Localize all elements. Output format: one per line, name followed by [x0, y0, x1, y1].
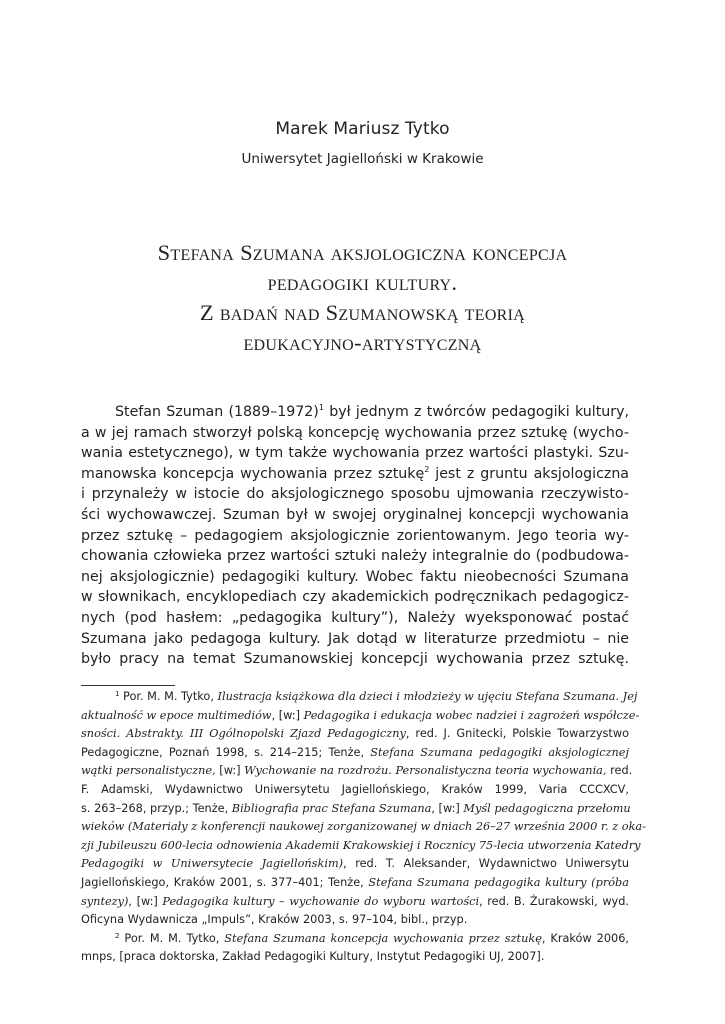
- body-line: było pracy na temat Szumanowskiej koncepcji wychowania przez sztukę.: [81, 651, 629, 668]
- title-line: Z badań nad Szumanowską teorią: [199, 300, 526, 325]
- article-title: [100, 238, 625, 358]
- body-line: ści wychowawczej. Szuman był w swojej oryginalnej koncepcji wychowania: [81, 506, 629, 523]
- title-line: pedagogiki kultury.: [267, 270, 458, 295]
- title-line: edukacyjno-artystyczną: [243, 330, 482, 355]
- body-line: nej aksjologicznie) pedagogiki kultury. Wobec faktu nieobecności Szumana: [81, 568, 629, 585]
- footnote-separator: [81, 685, 175, 686]
- body-line: Stefan Szuman (1889–1972)$^1$ był jednym z twórców pedagogiki kultury,: [115, 403, 629, 420]
- footnote-line: Pedagogiki w Uniwersytecie Jagiellońskim), red. T. Aleksander, Wydawnictwo Uniwersytu: [81, 857, 629, 871]
- footnote-line: $^1$ Por. M. M. Tytko, Ilustracja książkowa dla dzieci i młodzieży w ujęciu Stefana Szumana. Jej: [115, 690, 638, 703]
- footnotes: [81, 688, 646, 967]
- footnote-ref-2[interactable]: 2: [424, 464, 430, 474]
- author-name: Marek Mariusz Tytko: [275, 119, 450, 139]
- body-line: chowania człowieka przez wartości sztuki należy integralnie do (podbudowa-: [81, 548, 629, 565]
- footnote-line: F. Adamski, Wydawnictwo Uniwersytetu Jagiellońskiego, Kraków 1999, Varia CCCXCV,: [81, 782, 629, 796]
- footnote-line: sności. Abstrakty. III Ogólnopolski Zjazd Pedagogiczny, red. J. Gnitecki, Polskie Towarzystwo: [81, 727, 630, 741]
- footnote-mark-1: 1: [115, 690, 120, 698]
- footnote-2: [81, 930, 629, 967]
- footnote-line: aktualność w epoce multimediów, [w:] Pedagogika i edukacja wobec nadziei i zagrożeń współcze-: [81, 708, 640, 722]
- body-line: wania estetycznego), w tym także wychowania przez wartości plastyki. Szu-: [81, 445, 629, 462]
- body-line: i przynależy w istocie do aksjologicznego sposobu ujmowania rzeczywisto-: [81, 486, 629, 503]
- body-line: a w jej ramach stworzył polską koncepcję wychowania przez sztukę (wycho-: [81, 424, 629, 441]
- footnote-ref-1[interactable]: 1: [318, 403, 324, 412]
- footnote-line: mnps, [praca doktorska, Zakład Pedagogiki Kultury, Instytut Pedagogiki UJ, 2007].: [81, 950, 545, 964]
- footnote-1: [81, 688, 646, 930]
- footnote-line: zji Jubileuszu 600-lecia odnowienia Akademii Krakowskiej i Rocznicy 75-lecia utworzenia Katedry: [81, 838, 641, 852]
- body-line: przez sztukę – pedagogiem aksjologicznie zorientowanym. Jego teoria wy-: [81, 527, 629, 544]
- author-affiliation: Uniwersytet Jagielloński w Krakowie: [241, 151, 484, 167]
- footnote-mark-2: 2: [115, 931, 120, 940]
- footnote-line: syntezy), [w:] Pedagogika kultury – wychowanie do wyboru wartości, red. B. Żurakowski, wyd.: [81, 894, 629, 908]
- footnote-line: Oficyna Wydawnicza „Impuls”, Kraków 2003, s. 97–104, bibl., przyp.: [81, 913, 468, 927]
- body-line: nych (pod hasłem: „pedagogika kultury”), Należy wyeksponować postać: [81, 609, 629, 626]
- footnote-line: s. 263–268, przyp.; Tenże, Bibliografia prac Stefana Szumana, [w:] Myśl pedagogiczna przełomu: [81, 801, 631, 815]
- body-line: manowska koncepcja wychowania przez sztukę$^2$ jest z gruntu aksjologiczna: [81, 464, 630, 482]
- body-paragraph: [81, 402, 629, 670]
- body-line: w słownikach, encyklopediach czy akademickich podręcznikach pedagogicz-: [81, 589, 629, 606]
- footnote-line: Pedagogiczne, Poznań 1998, s. 214–215; Tenże, Stefana Szumana pedagogiki aksjologicznej: [81, 745, 629, 759]
- title-line: Stefana Szumana aksjologiczna koncepcja: [157, 240, 568, 265]
- footnote-line: Jagiellońskiego, Kraków 2001, s. 377–401; Tenże, Stefana Szumana pedagogika kultury (próba: [81, 875, 629, 889]
- footnote-line: wątki personalistyczne, [w:] Wychowanie na rozdrożu. Personalistyczna teoria wychowania, red.: [81, 764, 633, 778]
- footnote-line: wieków (Materiały z konferencji naukowej zorganizowanej w dniach 26–27 września 2000 r. z oka-: [81, 820, 646, 834]
- body-line: Szumana jako pedagoga kultury. Jak dotąd w literaturze przedmiotu – nie: [81, 630, 629, 647]
- footnote-line: $^2$ Por. M. M. Tytko, Stefana Szumana koncepcja wychowania przez sztukę, Kraków 2006,: [115, 931, 629, 945]
